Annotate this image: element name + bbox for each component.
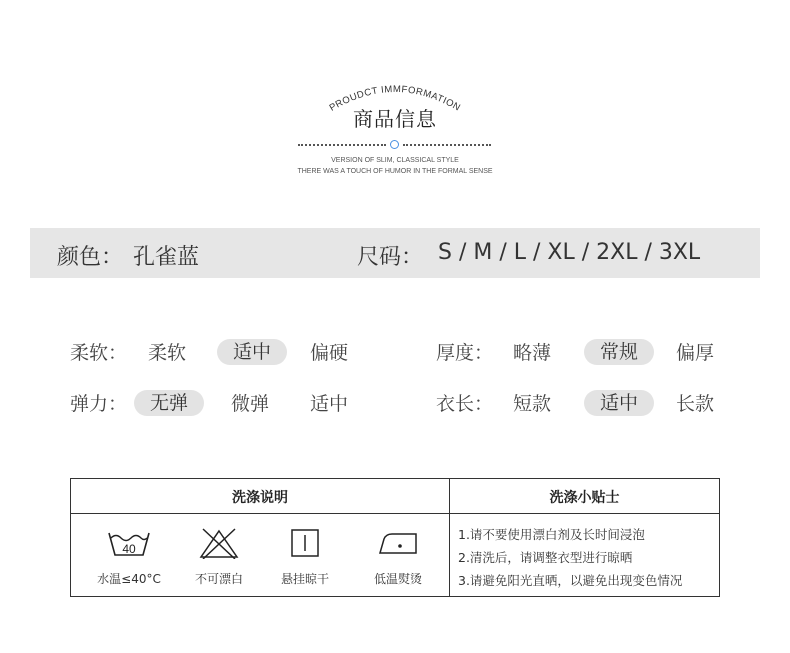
elasticity-option-none-selected: 无弹 <box>134 390 204 416</box>
softness-option-soft: 柔软 <box>148 342 187 364</box>
hang-dry-icon <box>283 527 327 559</box>
wash-tip-3: 3.请避免阳光直晒，以避免出现变色情况 <box>458 573 683 588</box>
color-value: 孔雀蓝 <box>133 245 200 270</box>
wash-tip-2: 2.清洗后，请调整衣型进行晾晒 <box>458 550 633 565</box>
hang-dry-label: 悬挂晾干 <box>280 572 329 586</box>
wash-instructions-header: 洗涤说明 <box>232 490 288 506</box>
thickness-label: 厚度： <box>436 342 494 364</box>
svg-text:PROUDCT IMMFORMATION: PROUDCT IMMFORMATION <box>327 83 463 114</box>
subtitle-line-1: VERSION OF SLIM, CLASSICAL STYLE <box>331 157 459 164</box>
care-table <box>70 478 720 597</box>
wash-tips-header: 洗涤小贴士 <box>549 490 620 506</box>
divider-right <box>403 144 491 146</box>
length-option-medium-selected: 适中 <box>584 390 654 416</box>
thickness-option-thin: 略薄 <box>513 342 552 364</box>
elasticity-label: 弹力： <box>70 393 128 415</box>
svg-text:40: 40 <box>122 542 136 556</box>
divider-left <box>298 144 386 146</box>
low-iron-label: 低温熨烫 <box>373 572 422 586</box>
wash-40-label: 水温≤40°C <box>97 572 161 586</box>
softness-label: 柔软： <box>70 342 128 364</box>
subtitle-line-2: THERE WAS A TOUCH OF HUMOR IN THE FORMAL SENSE <box>297 168 493 175</box>
length-label: 衣长： <box>436 393 494 415</box>
wash-40-icon <box>107 527 151 559</box>
table-divider-horizontal <box>71 513 719 514</box>
no-bleach-icon <box>197 527 241 559</box>
elasticity-option-slight: 微弹 <box>231 393 270 415</box>
thickness-option-thick: 偏厚 <box>676 342 715 364</box>
color-label: 颜色： <box>57 245 124 270</box>
softness-option-hard: 偏硬 <box>310 342 349 364</box>
thickness-option-regular-selected: 常规 <box>584 339 654 365</box>
page-title: 商品信息 <box>353 107 437 131</box>
no-bleach-label: 不可漂白 <box>194 572 243 586</box>
softness-option-medium-selected: 适中 <box>217 339 287 365</box>
size-label: 尺码： <box>357 245 424 270</box>
size-value: S / M / L / XL / 2XL / 3XL <box>438 240 701 265</box>
wash-tip-1: 1.请不要使用漂白剂及长时间浸泡 <box>458 527 645 542</box>
elasticity-option-medium: 适中 <box>310 393 349 415</box>
length-option-short: 短款 <box>513 393 552 415</box>
low-iron-icon <box>376 527 420 559</box>
divider-circle <box>390 140 399 149</box>
length-option-long: 长款 <box>676 393 715 415</box>
